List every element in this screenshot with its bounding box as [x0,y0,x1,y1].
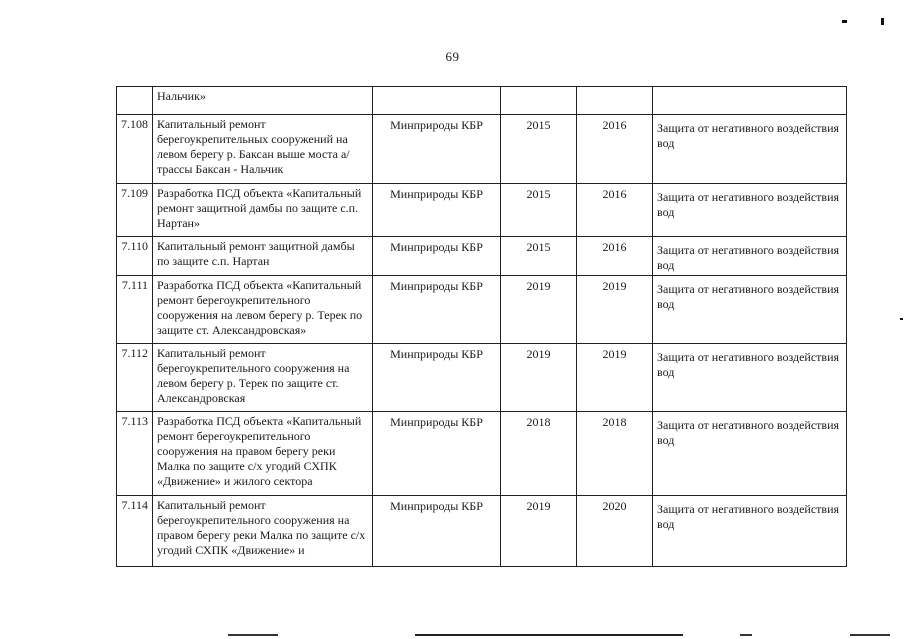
executor: Минприроды КБР [390,240,483,254]
executor-cell [373,496,501,567]
end-year: 2020 [602,499,627,513]
scan-artifact [881,18,884,25]
end-year-cell [577,412,653,496]
end-year-cell [577,496,653,567]
end-year-cell [577,115,653,184]
start-year-cell [501,87,577,115]
executor-cell [373,87,501,115]
start-year-cell [501,184,577,237]
start-year-cell [501,237,577,276]
start-year-cell [501,496,577,567]
end-year-cell [577,87,653,115]
executor-cell [373,412,501,496]
expected-result: Защита от негативного воздействия вод [657,282,840,311]
measure-name: Капитальный ремонт берегоукрепительного сооружения на левом берегу р. Терек по защите ст. Александровская [157,346,350,405]
measure-name-cell [153,184,373,237]
executor: Минприроды КБР [390,187,483,201]
end-year: 2019 [602,347,627,361]
measure-name-cell: Нальчик» [153,87,373,115]
executor: Минприроды КБР [390,415,483,429]
executor: Минприроды КБР [390,279,483,293]
end-year: 2016 [602,187,627,201]
row-number-cell: 7.108 [117,115,153,184]
end-year: 2019 [602,279,627,293]
table-row [117,87,847,115]
measure-name: Разработка ПСД объекта «Капитальный ремонт защитной дамбы по защите с.п. Нартан» [157,186,362,230]
start-year-cell [501,276,577,344]
result-cell [653,115,847,184]
scan-artifact [850,634,890,636]
result-cell [653,87,847,115]
start-year: 2019 [526,279,551,293]
end-year-cell [577,276,653,344]
result-cell [653,276,847,344]
measure-name-cell [153,115,373,184]
measure-name: Капитальный ремонт берегоукрепительного сооружения на правом берегу реки Малка по защите с/х угодий СХПК «Движение» и [157,498,366,557]
measure-name: Капитальный ремонт защитной дамбы по защите с.п. Нартан [157,239,355,268]
row-number-cell [117,87,153,115]
executor-cell [373,276,501,344]
measure-name-cell [153,276,373,344]
row-number-cell: 7.111 [117,276,153,344]
result-cell [653,496,847,567]
start-year: 2019 [526,499,551,513]
start-year: 2018 [526,415,551,429]
table-row [117,184,847,237]
table-row [117,412,847,496]
executor: Минприроды КБР [390,499,483,513]
row-number-cell: 7.113 [117,412,153,496]
measure-name-cell [153,344,373,412]
executor-cell [373,115,501,184]
row-number-cell: 7.110 [117,237,153,276]
table-row [117,496,847,567]
measure-name: Капитальный ремонт берегоукрепительных сооружений на левом берегу р. Баксан выше моста а/трассы Баксан - Нальчик [157,117,350,176]
expected-result: Защита от негативного воздействия вод [657,243,840,272]
start-year: 2015 [526,187,551,201]
expected-result: Защита от негативного воздействия вод [657,418,840,447]
executor: Минприроды КБР [390,347,483,361]
expected-result: Защита от негативного воздействия вод [657,121,840,150]
executor-cell [373,184,501,237]
scan-artifact [740,634,752,636]
expected-result: Защита от негативного воздействия вод [657,502,840,531]
table-row [117,276,847,344]
row-number-cell: 7.109 [117,184,153,237]
expected-result: Защита от негативного воздействия вод [657,190,840,219]
row-number-cell: 7.114 [117,496,153,567]
end-year: 2018 [602,415,627,429]
table-row [117,237,847,276]
start-year-cell [501,412,577,496]
scan-artifact [842,20,847,23]
measure-name-cell [153,496,373,567]
executor: Минприроды КБР [390,118,483,132]
measure-name: Разработка ПСД объекта «Капитальный ремонт берегоукрепительного сооружения на правом берегу реки Малка по защите с/х угодий СХПК «Движение» и жилого сектора [157,414,362,488]
result-cell [653,344,847,412]
measure-name-cell [153,237,373,276]
page-number: 69 [445,49,460,64]
result-cell [653,184,847,237]
executor-cell [373,344,501,412]
footer-rule [415,634,683,636]
table-row [117,344,847,412]
start-year: 2015 [526,118,551,132]
measure-name-cell [153,412,373,496]
end-year-cell [577,184,653,237]
result-cell [653,237,847,276]
executor-cell [373,237,501,276]
result-cell [653,412,847,496]
table-row [117,115,847,184]
measures-table [116,86,847,567]
end-year-cell [577,237,653,276]
start-year-cell [501,344,577,412]
start-year: 2015 [526,240,551,254]
end-year: 2016 [602,118,627,132]
start-year-cell [501,115,577,184]
measure-name: Разработка ПСД объекта «Капитальный ремонт берегоукрепительного сооружения на левом берегу р. Терек по защите ст. Александровская» [157,278,363,337]
end-year: 2016 [602,240,627,254]
end-year-cell [577,344,653,412]
start-year: 2019 [526,347,551,361]
scan-artifact [228,634,278,636]
scan-artifact [900,318,903,320]
expected-result: Защита от негативного воздействия вод [657,350,840,379]
row-number-cell: 7.112 [117,344,153,412]
